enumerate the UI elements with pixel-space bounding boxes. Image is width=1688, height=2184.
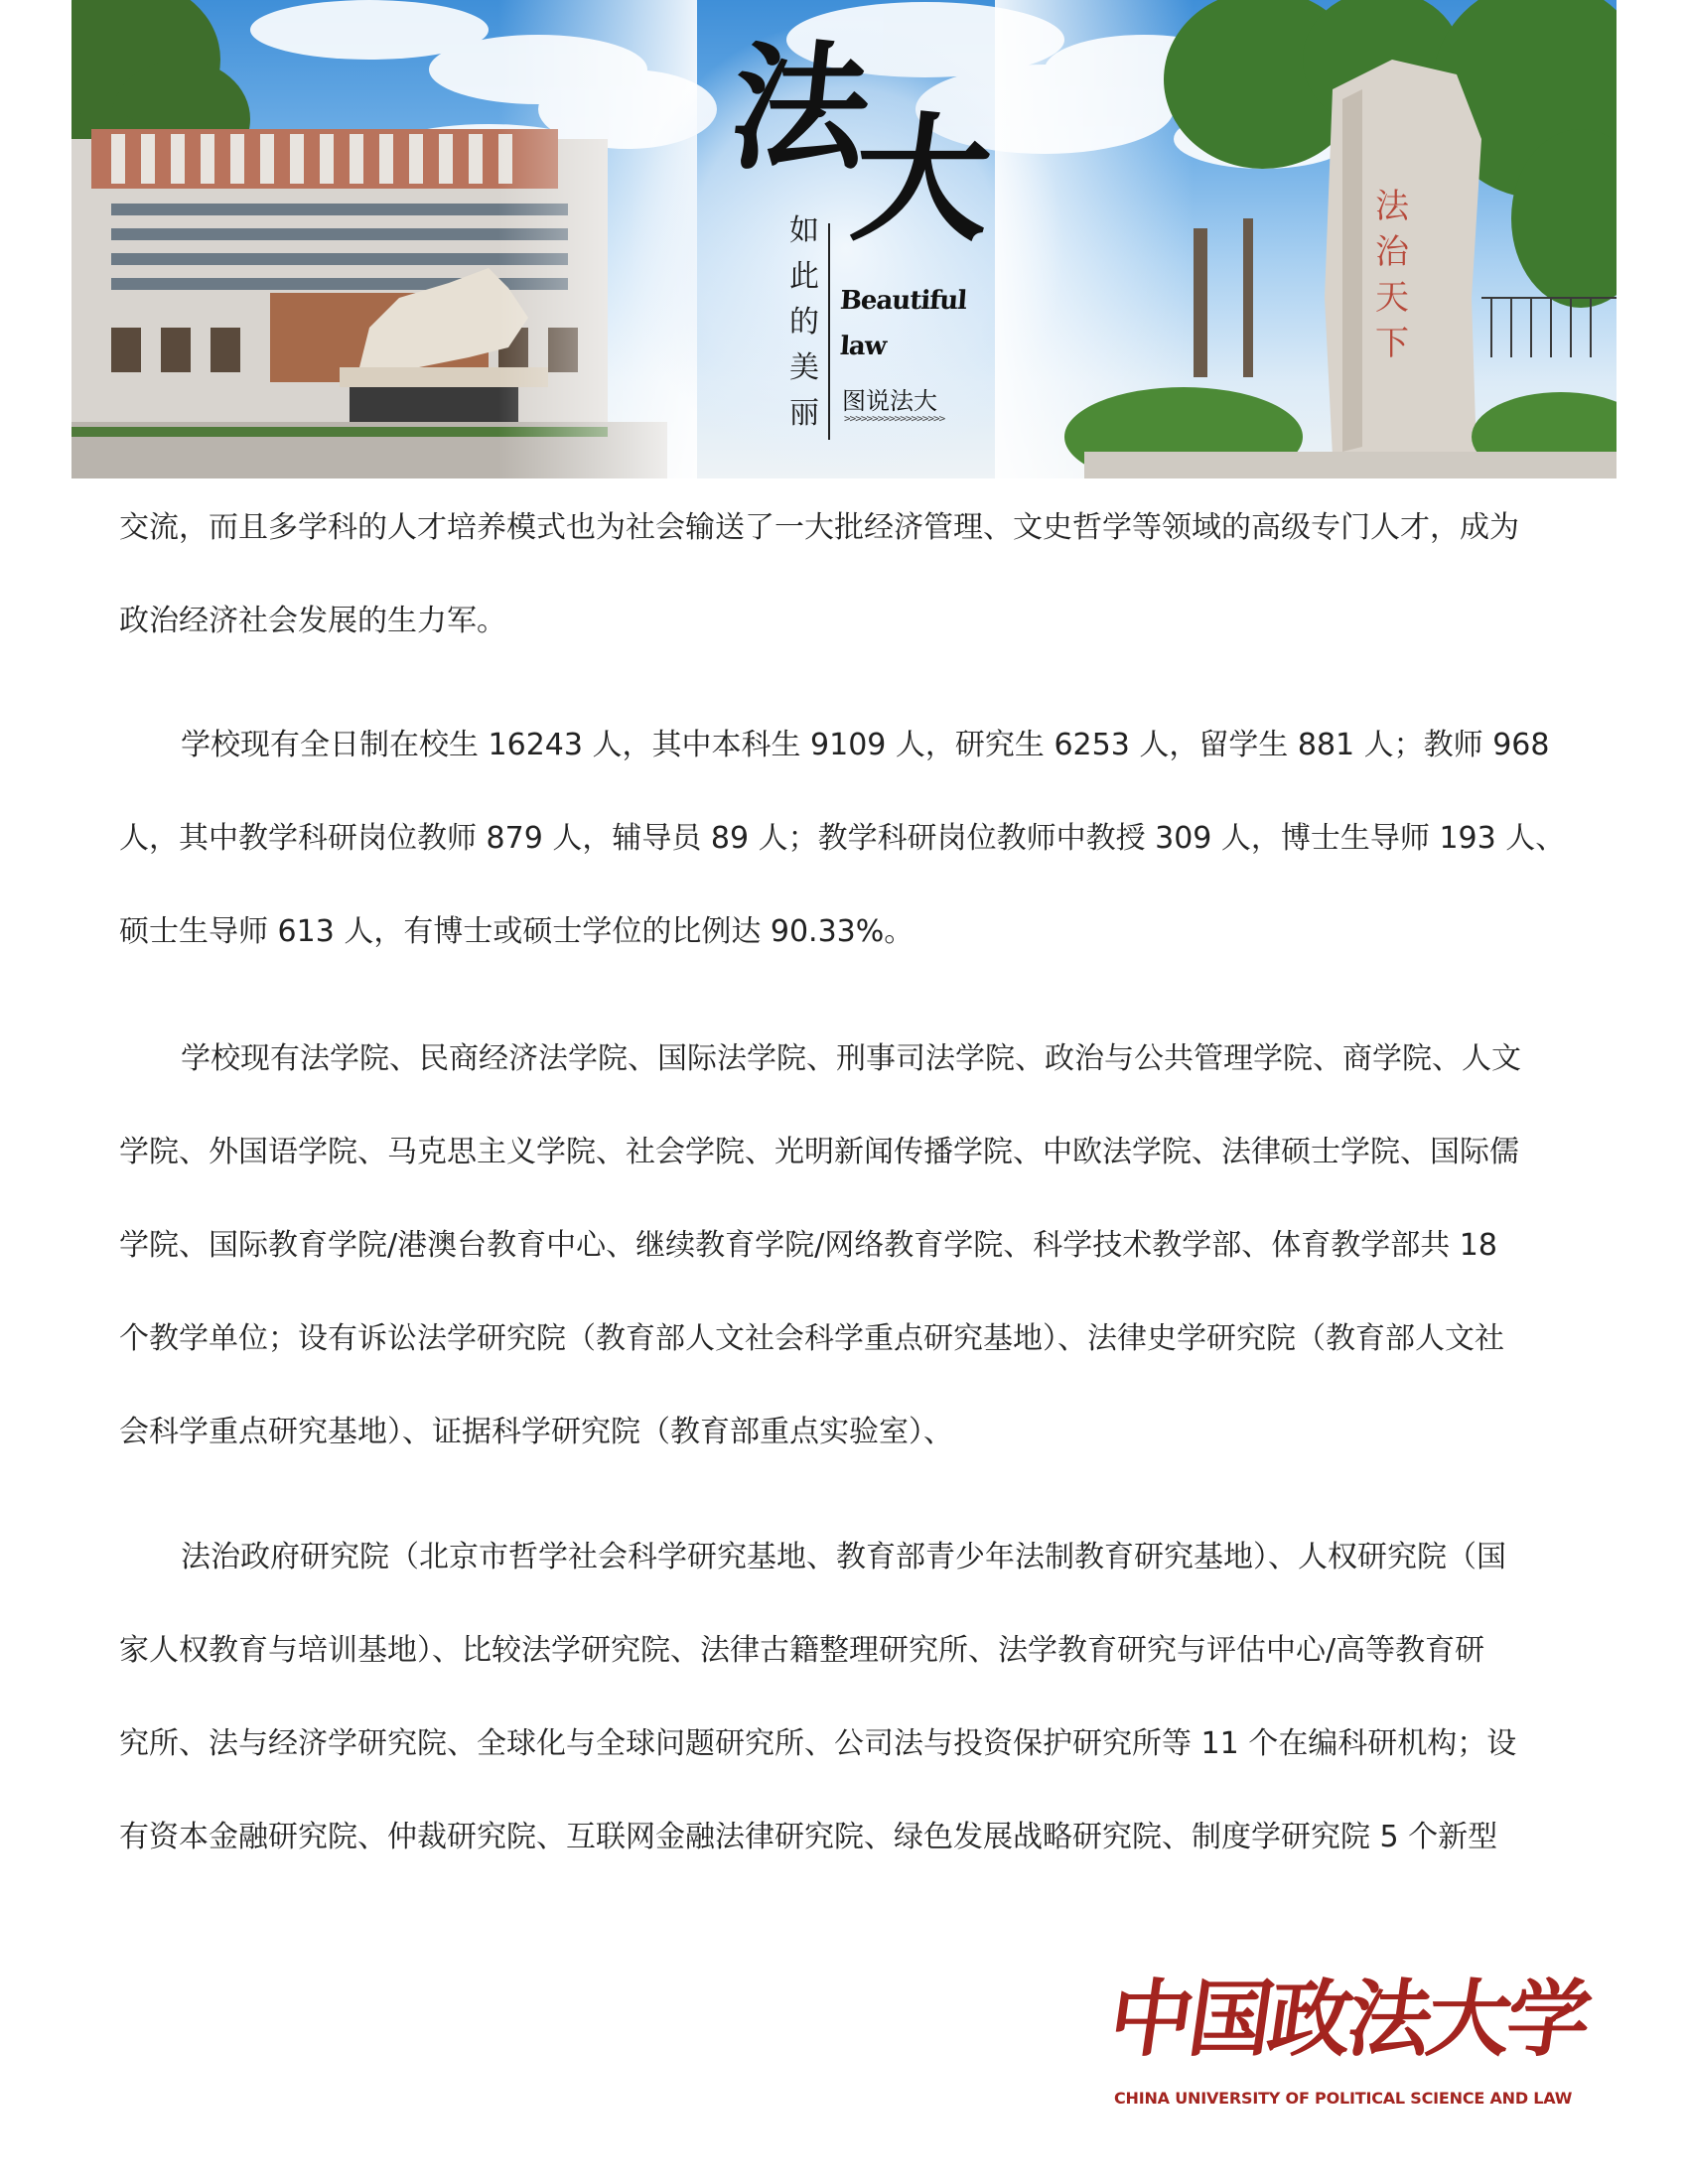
header-banner bbox=[71, 0, 1617, 478]
banner-divider bbox=[828, 223, 830, 440]
text-line: 究所、法与经济学研究院、全球化与全球问题研究所、公司法与投资保护研究所等 11 个在编科研机构；设 bbox=[119, 1726, 1517, 1761]
university-logo-chinese: 中国政法大学 bbox=[1103, 1970, 1595, 2068]
text-line: 会科学重点研究基地）、证据科学研究院（教育部重点实验室）、 bbox=[119, 1415, 953, 1449]
paragraph-2 bbox=[119, 699, 1569, 979]
university-logo-english: CHINA UNIVERSITY OF POLITICAL SCIENCE AND LAW bbox=[1114, 2089, 1573, 2108]
inscription-char: 天 bbox=[1375, 278, 1409, 318]
inscription-char: 治 bbox=[1375, 232, 1409, 272]
text-line: 学校现有法学院、民商经济法学院、国际法学院、刑事司法学院、政治与公共管理学院、商学院、人文 bbox=[181, 1041, 1521, 1076]
banner-english-line-1: Beautiful bbox=[838, 286, 968, 316]
text-line: 学院、外国语学院、马克思主义学院、社会学院、光明新闻传播学院、中欧法学院、法律硕士学院、国际儒 bbox=[119, 1135, 1519, 1169]
banner-english-line-2: law bbox=[838, 332, 888, 361]
banner-title-char-1: 法 bbox=[723, 27, 870, 189]
text-line: 政治经济社会发展的生力军。 bbox=[119, 604, 506, 638]
inscription-char: 法 bbox=[1375, 187, 1409, 226]
text-line: 人，其中教学科研岗位教师 879 人，辅导员 89 人；教学科研岗位教师中教授 309 人，博士生导师 193 人、 bbox=[119, 821, 1566, 856]
text-line: 学院、国际教育学院/港澳台教育中心、继续教育学院/网络教育学院、科学技术教学部、体育教学部共 18 bbox=[119, 1228, 1497, 1263]
text-line: 有资本金融研究院、仲裁研究院、互联网金融法律研究院、绿色发展战略研究院、制度学研究院 5 个新型 bbox=[119, 1820, 1498, 1854]
text-line: 家人权教育与培训基地）、比较法学研究院、法律古籍整理研究所、法学教育研究与评估中心/高等教育研 bbox=[119, 1633, 1485, 1668]
paragraph-4 bbox=[119, 1511, 1569, 1884]
text-line: 个教学单位；设有诉讼法学研究院（教育部人文社会科学重点研究基地）、法律史学研究院（教育部人文社 bbox=[119, 1321, 1504, 1356]
slogan-char: 美 bbox=[789, 350, 819, 385]
slogan-char: 此 bbox=[789, 259, 819, 294]
university-logo bbox=[1103, 1970, 1595, 2116]
stone-inscription bbox=[1372, 184, 1412, 366]
banner-subtitle: 图说法大 bbox=[842, 387, 937, 415]
banner-vertical-slogan bbox=[784, 208, 824, 437]
banner-arrow-decoration: >>>>>>>>>>>>>>>>>> bbox=[844, 412, 945, 425]
paragraph-3 bbox=[119, 1013, 1569, 1479]
banner-title bbox=[723, 27, 998, 260]
text-line: 硕士生导师 613 人，有博士或硕士学位的比例达 90.33%。 bbox=[119, 914, 914, 949]
text-line: 交流，而且多学科的人才培养模式也为社会输送了一大批经济管理、文史哲学等领域的高级专门人才，成为 bbox=[119, 510, 1519, 545]
slogan-char: 的 bbox=[789, 305, 819, 340]
inscription-char: 下 bbox=[1375, 324, 1409, 363]
banner-title-char-2: 大 bbox=[844, 98, 992, 260]
paragraph-1 bbox=[119, 481, 1569, 668]
text-line: 法治政府研究院（北京市哲学社会科学研究基地、教育部青少年法制教育研究基地）、人权研究院（国 bbox=[181, 1540, 1506, 1574]
slogan-char: 丽 bbox=[789, 396, 819, 431]
text-line: 学校现有全日制在校生 16243 人，其中本科生 9109 人，研究生 6253 人，留学生 881 人；教师 968 bbox=[181, 728, 1550, 762]
slogan-char: 如 bbox=[789, 213, 819, 248]
